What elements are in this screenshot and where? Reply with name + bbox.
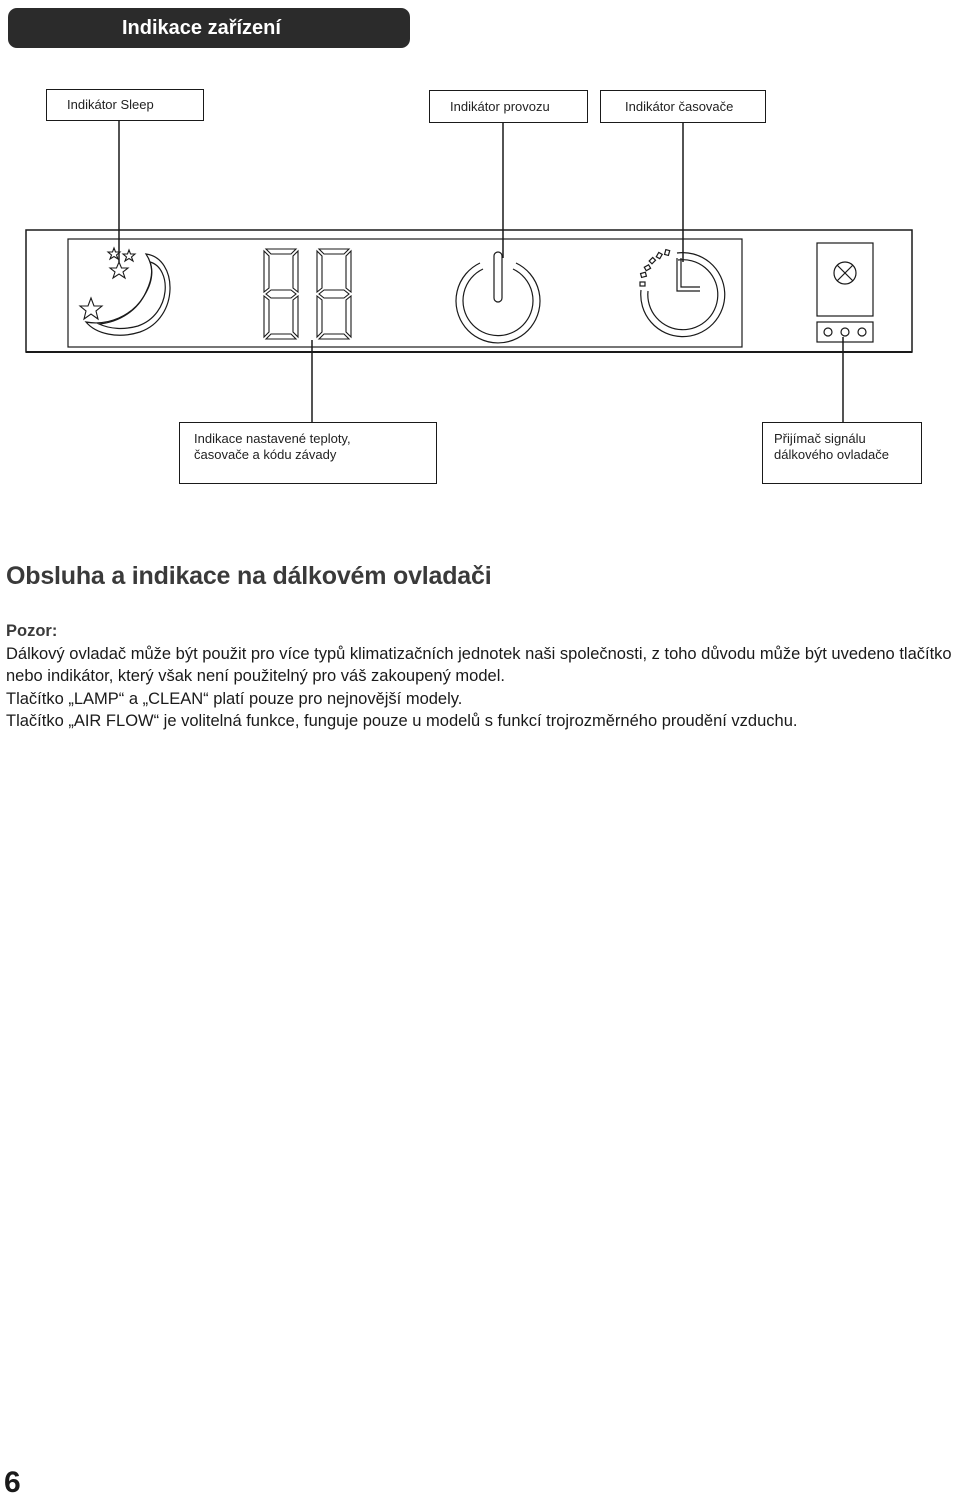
receiver-module [817, 243, 873, 342]
caution-note [6, 620, 958, 733]
caution-paragraph: Tlačítko „AIR FLOW“ je volitelná funkce, funguje pouze u modelů s funkcí trojrozměrného proudění vzduchu. [6, 712, 798, 730]
label-remote-receiver: Přijímač signálu dálkového ovladače [762, 422, 922, 484]
caution-title: Pozor: [6, 622, 58, 640]
section-title: Indikace zařízení [122, 16, 281, 39]
caution-paragraph: Tlačítko „LAMP“ a „CLEAN“ platí pouze pro nejnovější modely. [6, 689, 463, 708]
label-timer-indicator: Indikátor časovače [600, 90, 766, 123]
digit-2 [317, 249, 351, 339]
seven-segment-display [264, 249, 351, 339]
label-operation-indicator: Indikátor provozu [429, 90, 588, 123]
outer-panel [26, 230, 912, 352]
power-icon [456, 252, 540, 343]
section-heading: Obsluha a indikace na dálkovém ovladači [6, 562, 492, 590]
star-icon [80, 248, 135, 319]
caution-paragraph: Dálkový ovladač může být použit pro více typů klimatizačních jednotek naši společnosti, z toho důvodu může být uvedeno tlačítko nebo indikátor, který však není použitelný pro váš zakoupený model. [6, 644, 952, 685]
moon-icon [86, 254, 170, 335]
label-temperature-display: Indikace nastavené teploty, časovače a kódu závady [179, 422, 437, 484]
leader-lines [119, 120, 843, 422]
digit-1 [264, 249, 298, 339]
label-sleep-indicator: Indikátor Sleep [46, 89, 204, 121]
page-number: 6 [4, 1466, 21, 1499]
clock-icon [640, 250, 725, 337]
